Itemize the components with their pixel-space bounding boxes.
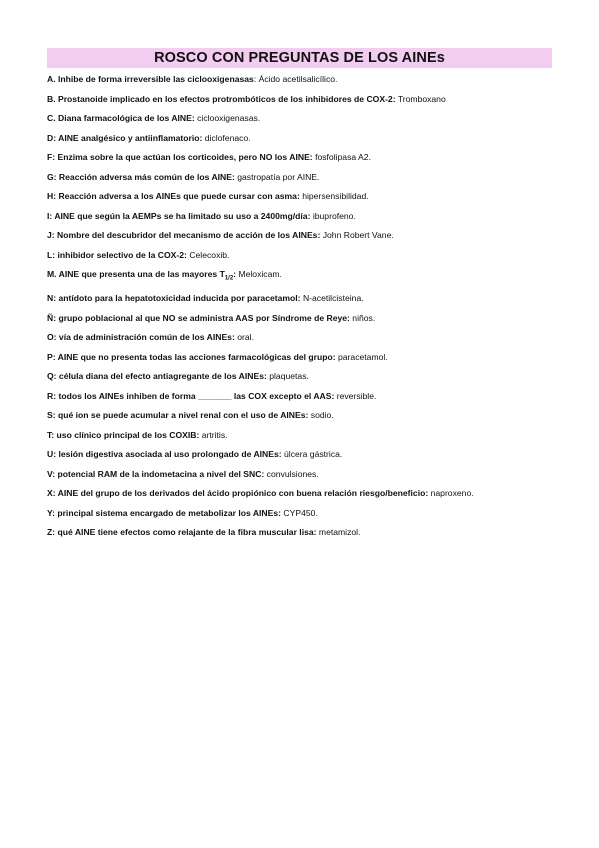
answer-text: Tromboxano bbox=[397, 93, 446, 104]
answer-text: sodio. bbox=[310, 410, 334, 421]
answer-text: CYP450. bbox=[283, 507, 318, 518]
question-text: G: Reacción adversa más común de los AINE: bbox=[47, 171, 235, 182]
question-text: L: inhibidor selectivo de la COX-2: bbox=[47, 249, 187, 260]
question-item bbox=[47, 132, 552, 145]
question-item bbox=[47, 312, 552, 325]
question-item bbox=[47, 268, 552, 286]
question-item bbox=[47, 292, 552, 305]
question-text: X: AINE del grupo de los derivados del ácido propiónico con buena relación riesgo/beneficio: bbox=[47, 488, 429, 499]
question-item bbox=[47, 409, 552, 422]
question-text: N: antídoto para la hepatotoxicidad inducida por paracetamol: bbox=[47, 293, 301, 304]
question-item bbox=[47, 151, 552, 164]
question-subscript: 1/2 bbox=[224, 275, 234, 282]
question-text: V: potencial RAM de la indometacina a nivel del SNC: bbox=[47, 468, 265, 479]
question-item bbox=[47, 93, 552, 106]
question-text: U: lesión digestiva asociada al uso prolongado de AINEs: bbox=[47, 449, 282, 460]
answer-text: oral. bbox=[237, 332, 254, 343]
question-text: M. AINE que presenta una de las mayores T bbox=[47, 269, 225, 279]
question-text: T: uso clínico principal de los COXIB: bbox=[47, 429, 200, 440]
answer-text: ciclooxigenasas. bbox=[197, 113, 261, 123]
question-item bbox=[47, 331, 552, 344]
title-banner bbox=[47, 48, 552, 68]
answer-text: plaquetas. bbox=[269, 371, 309, 382]
answer-text: ibuprofeno. bbox=[312, 210, 356, 221]
question-text-end: : bbox=[233, 269, 237, 279]
question-item bbox=[47, 112, 552, 125]
question-item bbox=[47, 487, 552, 500]
answer-text: N-acetilcisteina. bbox=[302, 293, 364, 304]
answer-text: fosfolipasa A2. bbox=[315, 152, 371, 162]
question-text: J: Nombre del descubridor del mecanismo de acción de los AINEs: bbox=[47, 230, 321, 240]
answer-text: John Robert Vane. bbox=[322, 230, 394, 240]
question-item bbox=[47, 249, 552, 262]
question-item bbox=[47, 468, 552, 481]
question-text: C. Diana farmacológica de los AINE: bbox=[47, 113, 195, 123]
answer-text: Celecoxib. bbox=[189, 249, 230, 260]
question-item bbox=[47, 370, 552, 383]
answer-text: niños. bbox=[352, 312, 376, 323]
question-text: S: qué ion se puede acumular a nivel renal con el uso de AINEs: bbox=[47, 410, 309, 421]
question-item bbox=[47, 448, 552, 461]
question-text: Q: célula diana del efecto antiagregante de los AINEs: bbox=[47, 371, 267, 382]
answer-text: reversible. bbox=[336, 390, 377, 401]
answer-text: artritis. bbox=[201, 429, 228, 440]
question-item bbox=[47, 526, 552, 539]
answer-text: gastropatía por AINE. bbox=[237, 171, 320, 182]
question-text: B. Prostanoide implicado en los efectos protrombóticos de los inhibidores de COX-2: bbox=[47, 93, 396, 104]
answer-text: Ácido acetilsalicílico. bbox=[258, 74, 338, 84]
question-item bbox=[47, 429, 552, 442]
question-item bbox=[47, 210, 552, 223]
question-text: Ñ: grupo poblacional al que NO se administra AAS por Síndrome de Reye: bbox=[47, 312, 350, 323]
answer-text: hipersensibilidad. bbox=[302, 191, 369, 201]
answer-text: convulsiones. bbox=[266, 468, 319, 479]
question-item bbox=[47, 73, 552, 86]
question-item bbox=[47, 190, 552, 203]
answer-text: diclofenaco. bbox=[204, 132, 251, 143]
question-item bbox=[47, 507, 552, 520]
question-item bbox=[47, 390, 552, 403]
question-text: Y: principal sistema encargado de metabolizar los AINEs: bbox=[47, 507, 282, 518]
page-title: ROSCO CON PREGUNTAS DE LOS AINEs bbox=[154, 50, 445, 66]
question-item bbox=[47, 351, 552, 364]
separator: : bbox=[253, 74, 259, 84]
question-text: I: AINE que según la AEMPs se ha limitado su uso a 2400mg/día: bbox=[47, 210, 311, 221]
question-list bbox=[47, 73, 552, 546]
question-text: H: Reacción adversa a los AINEs que puede cursar con asma: bbox=[47, 191, 300, 201]
question-item bbox=[47, 229, 552, 242]
answer-text: úlcera gástrica. bbox=[284, 449, 343, 460]
question-text: F: Enzima sobre la que actúan los corticoides, pero NO los AINE: bbox=[47, 152, 313, 162]
question-text: R: todos los AINEs inhiben de forma _______ las COX excepto el AAS: bbox=[47, 390, 335, 401]
question-text: O: vía de administración común de los AINEs: bbox=[47, 332, 235, 343]
answer-text: paracetamol. bbox=[338, 351, 388, 362]
question-text: Z: qué AINE tiene efectos como relajante de la fibra muscular lisa: bbox=[47, 527, 317, 538]
question-text: P: AINE que no presenta todas las acciones farmacológicas del grupo: bbox=[47, 351, 336, 362]
answer-text: metamizol. bbox=[318, 527, 361, 538]
question-text: A. Inhibe de forma irreversible las ciclooxigenasas bbox=[47, 74, 254, 84]
question-item bbox=[47, 171, 552, 184]
answer-text: Meloxicam. bbox=[238, 269, 282, 279]
question-text: D: AINE analgésico y antiinflamatorio: bbox=[47, 132, 203, 143]
answer-text: naproxeno. bbox=[430, 488, 474, 499]
